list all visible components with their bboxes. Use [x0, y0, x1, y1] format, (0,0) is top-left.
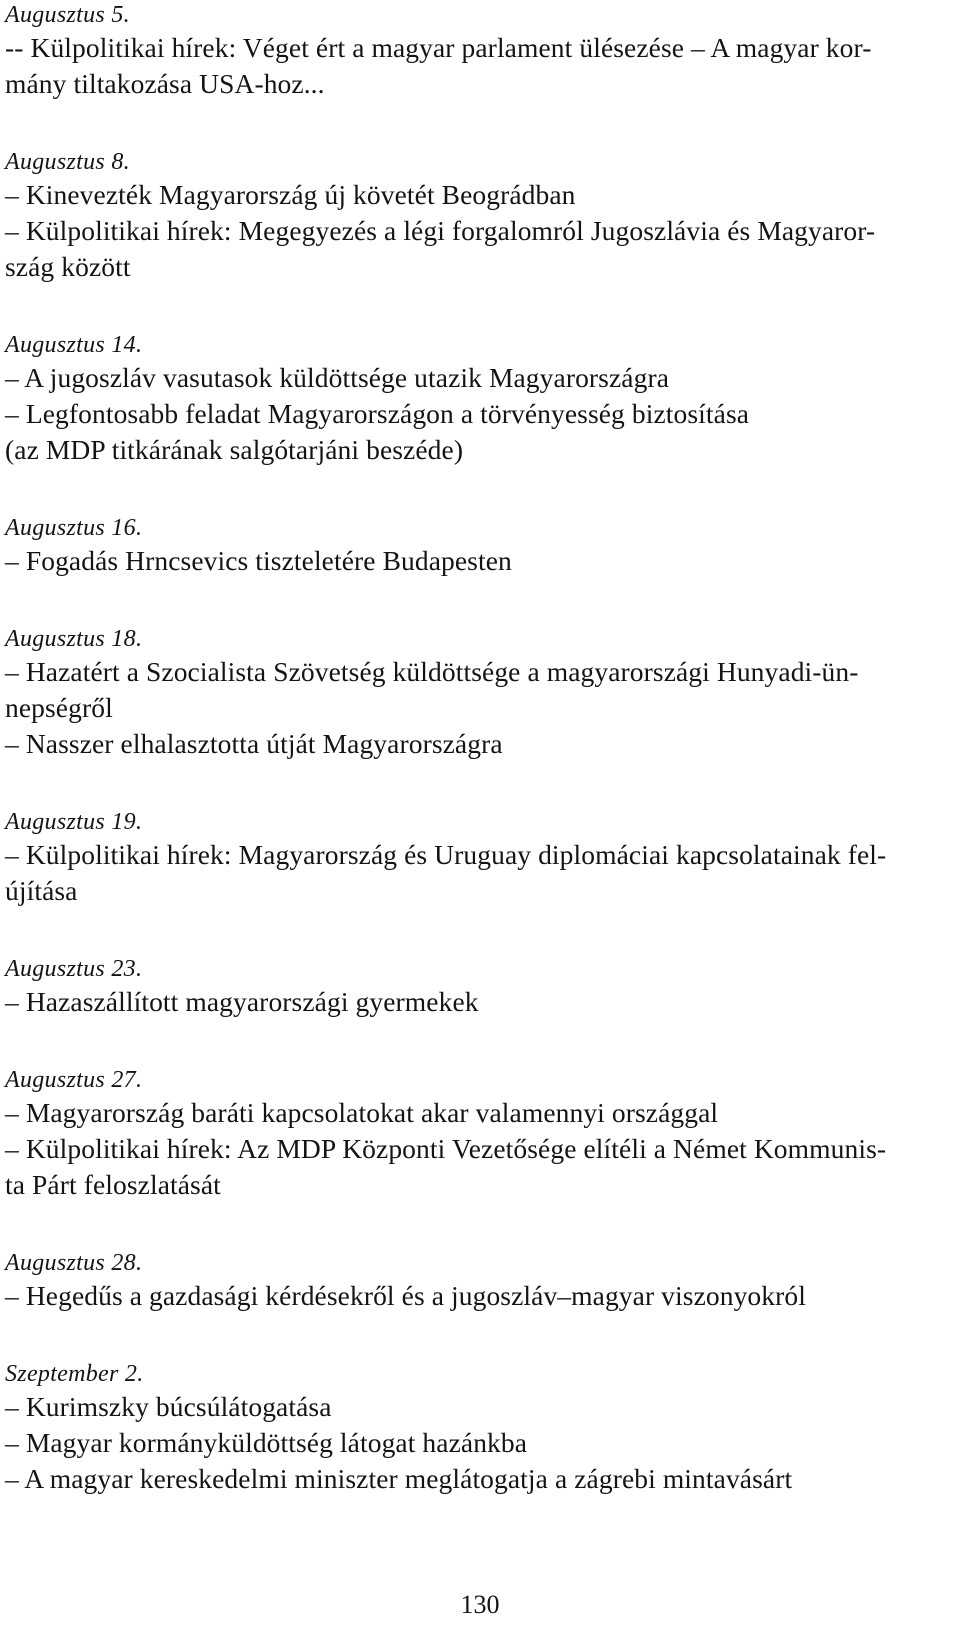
entry-aug-14 [5, 330, 950, 468]
entry-line: ta Párt feloszlatását [5, 1169, 221, 1200]
entry-line: – Nasszer elhalasztotta útját Magyarországra [5, 728, 503, 759]
entry-line: újítása [5, 875, 78, 906]
entry-line: – Legfontosabb feladat Magyarországon a törvényesség biztosítása [5, 398, 750, 429]
entry-aug-8 [5, 147, 950, 285]
entry-aug-16 [5, 513, 950, 579]
entry-aug-28 [5, 1248, 950, 1314]
entry-date: Augusztus 28. [5, 1250, 143, 1276]
entry-line: – Magyarország baráti kapcsolatokat akar valamennyi országgal [5, 1097, 719, 1128]
entry-line: – Kurimszky búcsúlátogatása [5, 1391, 332, 1422]
entry-date: Augusztus 18. [5, 626, 143, 652]
entry-line: – Magyar kormányküldöttség látogat hazánkba [5, 1427, 528, 1458]
entry-date: Augusztus 23. [5, 956, 143, 982]
entry-date: Augusztus 27. [5, 1067, 143, 1093]
entry-line: mány tiltakozása USA-hoz... [5, 68, 325, 99]
entry-line: – Fogadás Hrncsevics tiszteletére Budapesten [5, 545, 512, 576]
chronology-entries [5, 0, 950, 1497]
entry-line: – A magyar kereskedelmi miniszter meglátogatja a zágrebi mintavásárt [5, 1463, 793, 1494]
entry-line: – Külpolitikai hírek: Megegyezés a légi forgalomról Jugoszlávia és Magyaror- [5, 215, 876, 246]
entry-aug-18 [5, 624, 950, 762]
entry-aug-23 [5, 954, 950, 1020]
entry-date: Szeptember 2. [5, 1361, 144, 1387]
entry-line: (az MDP titkárának salgótarjáni beszéde) [5, 434, 464, 465]
page-number: 130 [460, 1590, 500, 1619]
entry-line: – Hegedűs a gazdasági kérdésekről és a jugoszláv–magyar viszonyokról [5, 1280, 806, 1311]
entry-aug-27 [5, 1065, 950, 1203]
entry-date: Augusztus 14. [5, 332, 143, 358]
entry-date: Augusztus 8. [5, 149, 130, 175]
entry-line: – A jugoszláv vasutasok küldöttsége utazik Magyarországra [5, 362, 670, 393]
entry-line: – Hazatért a Szocialista Szövetség küldöttsége a magyarországi Hunyadi-ün- [5, 656, 859, 687]
entry-line: – Külpolitikai hírek: Magyarország és Uruguay diplomáciai kapcsolatainak fel- [5, 839, 887, 870]
entry-line: nepségről [5, 692, 113, 723]
entry-line: – Külpolitikai hírek: Az MDP Központi Vezetősége elítéli a Német Kommunis- [5, 1133, 887, 1164]
entry-aug-19 [5, 807, 950, 909]
entry-line: -- Külpolitikai hírek: Véget ért a magyar parlament ülésezése – A magyar kor- [5, 32, 872, 63]
entry-sep-2 [5, 1359, 950, 1497]
entry-aug-5 [5, 0, 950, 102]
entry-line: – Kinevezték Magyarország új követét Beográdban [5, 179, 576, 210]
entry-date: Augusztus 16. [5, 515, 143, 541]
entry-date: Augusztus 19. [5, 809, 143, 835]
entry-line: szág között [5, 251, 131, 282]
entry-date: Augusztus 5. [5, 2, 130, 28]
entry-line: – Hazaszállított magyarországi gyermekek [5, 986, 479, 1017]
